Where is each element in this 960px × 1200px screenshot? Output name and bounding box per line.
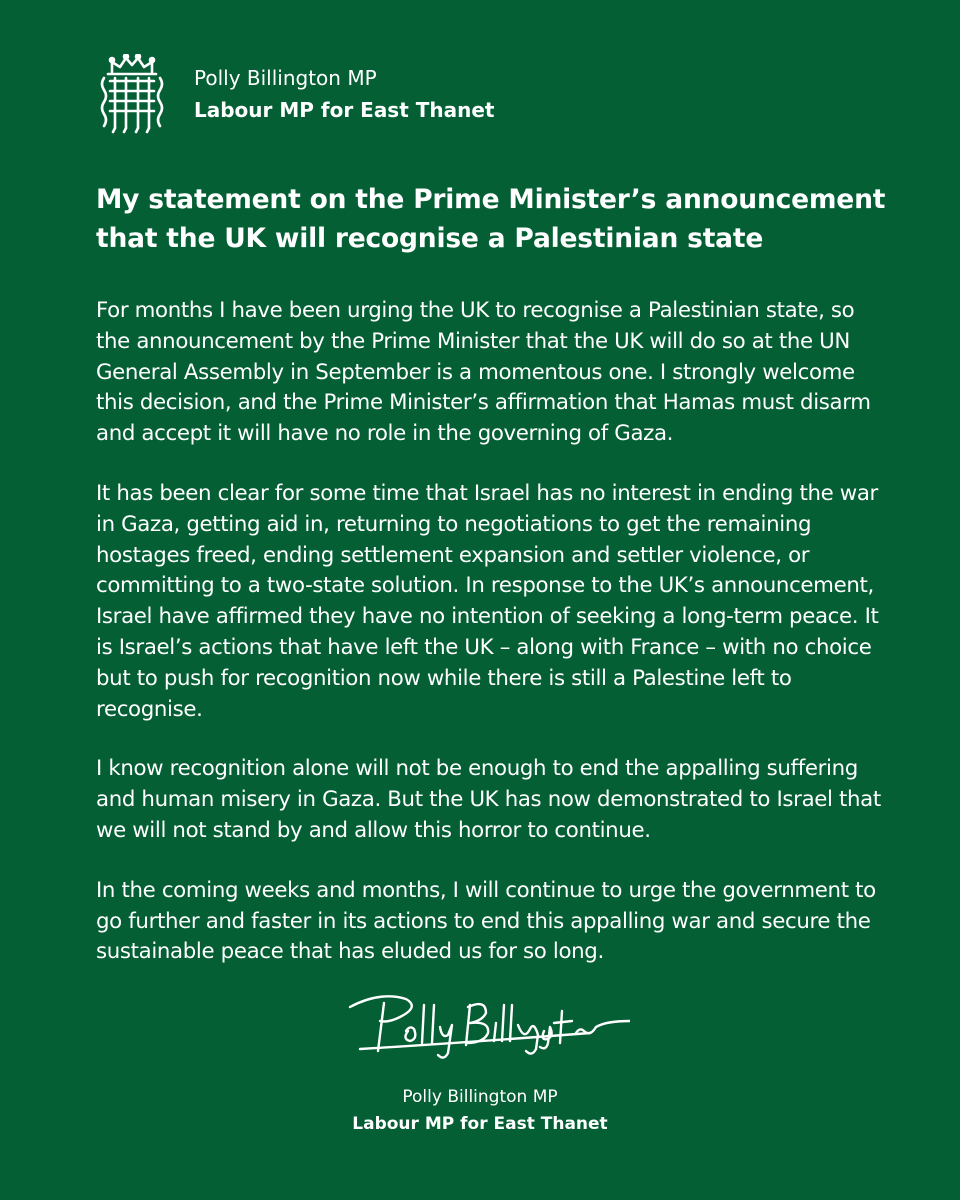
- header-role: Labour MP for East Thanet: [194, 98, 495, 122]
- signature-image: [340, 985, 630, 1065]
- statement-title: My statement on the Prime Minister’s announcement that the UK will recognise a Palestinian state: [96, 184, 886, 254]
- statement-paragraph: It has been clear for some time that Israel has no interest in ending the war in Gaza, getting aid in, returning to negotiations to get the remaining hostages freed, ending settlement expansion and settler violence, or committing to a two-state solution. In response to the UK’s announcement, Israel have affirmed they have no intention of seeking a long-term peace. It is Israel’s actions that have left the UK – along with France – with no choice but to push for recognition now while there is still a Palestine left to recognise.: [96, 480, 879, 722]
- header-name: Polly Billington MP: [194, 66, 377, 90]
- header: [98, 54, 494, 134]
- portcullis-icon: [98, 54, 166, 134]
- footer-name: Polly Billington MP: [402, 1087, 558, 1107]
- header-text: [194, 62, 494, 126]
- footer: [0, 1084, 960, 1138]
- footer-role: Labour MP for East Thanet: [352, 1114, 608, 1134]
- statement-paragraph: I know recognition alone will not be enough to end the appalling suffering and human misery in Gaza. But the UK has now demonstrated to Israel that we will not stand by and allow this horror to continue.: [96, 756, 881, 843]
- statement-paragraph: For months I have been urging the UK to recognise a Palestinian state, so the announcement by the Prime Minister that the UK will do so at the UN General Assembly in September is a momentous one. I strongly welcome this decision, and the Prime Minister’s affirmation that Hamas must disarm and accept it will have no role in the governing of Gaza.: [96, 298, 871, 447]
- statement-body: [96, 296, 882, 997]
- statement-paragraph: In the coming weeks and months, I will continue to urge the government to go further and faster in its actions to end this appalling war and secure the sustainable peace that has eluded us for so long.: [96, 877, 876, 965]
